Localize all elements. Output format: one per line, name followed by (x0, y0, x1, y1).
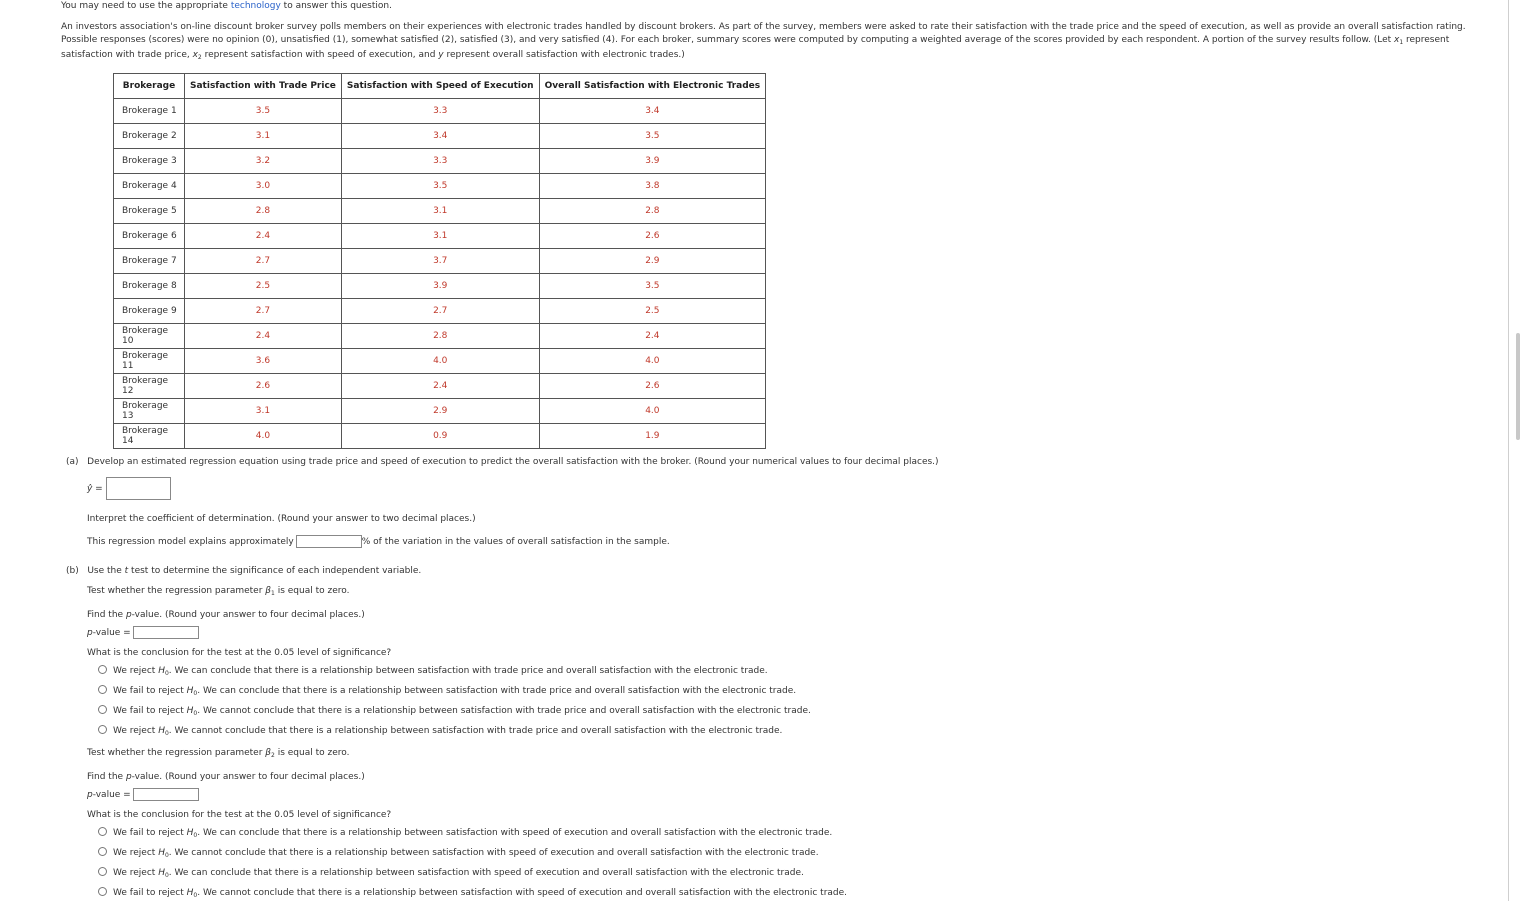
brokerage-cell: Brokerage 3 (114, 149, 185, 174)
brokerage-cell: Brokerage 4 (114, 174, 185, 199)
radio-button[interactable] (98, 887, 107, 896)
interpret-r-squared-prompt: Interpret the coefficient of determination. (Round your answer to two decimal places.) (87, 514, 476, 524)
speed-execution-cell: 3.1 (341, 199, 539, 224)
trade-price-cell: 3.5 (185, 99, 342, 124)
speed-execution-cell: 3.5 (341, 174, 539, 199)
radio-button[interactable] (98, 827, 107, 836)
brokerage-cell: Brokerage 14 (114, 424, 185, 449)
beta2-option-4[interactable]: We fail to reject $H_0$. We cannot conclude that there is a relationship between satisfaction with speed of execution and overall satisfaction with the electronic trade. (98, 887, 847, 899)
beta2-option-3[interactable]: We reject $H_0$. We can conclude that there is a relationship between satisfaction with speed of execution and overall satisfaction with the electronic trade. (98, 867, 804, 879)
trade-price-cell: 3.6 (185, 349, 342, 374)
overall-satisfaction-cell: 3.5 (539, 274, 766, 299)
beta1-option-2[interactable]: We fail to reject $H_0$. We can conclude that there is a relationship between satisfaction with trade price and overall satisfaction with the electronic trade. (98, 685, 796, 697)
radio-button[interactable] (98, 685, 107, 694)
beta2-pvalue-row: p-value = (87, 788, 199, 801)
brokerage-cell: Brokerage 2 (114, 124, 185, 149)
trade-price-cell: 2.7 (185, 249, 342, 274)
beta1-pvalue-row: p-value = (87, 626, 199, 639)
trade-price-cell: 2.4 (185, 324, 342, 349)
table-row (114, 299, 766, 324)
survey-data-table (113, 73, 766, 449)
technology-link[interactable]: technology (230, 1, 281, 11)
variation-explained-row: This regression model explains approximately % of the variation in the values of overall satisfaction in the sample. (87, 537, 670, 547)
beta1-option-4[interactable]: We reject $H_0$. We cannot conclude that there is a relationship between satisfaction with trade price and overall satisfaction with the electronic trade. (98, 725, 782, 737)
column-header-trade-price: Satisfaction with Trade Price (185, 74, 342, 99)
beta2-conclusion-question: What is the conclusion for the test at the 0.05 level of significance? (87, 810, 392, 820)
trade-price-cell: 3.1 (185, 399, 342, 424)
radio-button[interactable] (98, 867, 107, 876)
regression-equation-input[interactable] (106, 477, 171, 500)
brokerage-cell: Brokerage 1 (114, 99, 185, 124)
table-row (114, 174, 766, 199)
trade-price-cell: 2.8 (185, 199, 342, 224)
trade-price-cell: 3.2 (185, 149, 342, 174)
brokerage-cell: Brokerage 6 (114, 224, 185, 249)
beta1-option-3[interactable]: We fail to reject $H_0$. We cannot conclude that there is a relationship between satisfaction with trade price and overall satisfaction with the electronic trade. (98, 705, 811, 717)
overall-satisfaction-cell: 3.4 (539, 99, 766, 124)
table-row (114, 274, 766, 299)
scrollbar-thumb[interactable] (1516, 333, 1520, 440)
brokerage-cell: Brokerage 11 (114, 349, 185, 374)
beta2-test-prompt: Test whether the regression parameter $\beta_2$ is equal to zero. (87, 748, 350, 759)
vertical-scrollbar[interactable] (1510, 0, 1524, 901)
radio-button[interactable] (98, 665, 107, 674)
brokerage-cell: Brokerage 8 (114, 274, 185, 299)
table-row (114, 374, 766, 399)
beta2-option-2[interactable]: We reject $H_0$. We cannot conclude that there is a relationship between satisfaction with speed of execution and overall satisfaction with the electronic trade. (98, 847, 819, 859)
beta1-pvalue-input[interactable] (133, 626, 199, 639)
overall-satisfaction-cell: 3.9 (539, 149, 766, 174)
brokerage-cell: Brokerage 5 (114, 199, 185, 224)
table-row (114, 424, 766, 449)
beta1-find-pvalue-prompt: Find the p-value. (Round your answer to four decimal places.) (87, 610, 365, 620)
radio-button[interactable] (98, 705, 107, 714)
speed-execution-cell: 2.4 (341, 374, 539, 399)
brokerage-cell: Brokerage 10 (114, 324, 185, 349)
speed-execution-cell: 3.1 (341, 224, 539, 249)
beta1-test-prompt: Test whether the regression parameter $\beta_1$ is equal to zero. (87, 586, 350, 597)
overall-satisfaction-cell: 2.6 (539, 374, 766, 399)
trade-price-cell: 3.1 (185, 124, 342, 149)
part-a-question: (a) Develop an estimated regression equation using trade price and speed of execution to predict the overall satisfaction with the broker. (Round your numerical values to four decimal places.) (66, 457, 939, 467)
overall-satisfaction-cell: 2.5 (539, 299, 766, 324)
table-row (114, 149, 766, 174)
brokerage-cell: Brokerage 13 (114, 399, 185, 424)
speed-execution-cell: 3.3 (341, 99, 539, 124)
overall-satisfaction-cell: 4.0 (539, 399, 766, 424)
part-b-question: (b) Use the t test to determine the significance of each independent variable. (66, 566, 422, 576)
trade-price-cell: 2.6 (185, 374, 342, 399)
column-header-speed-execution: Satisfaction with Speed of Execution (341, 74, 539, 99)
table-row (114, 249, 766, 274)
speed-execution-cell: 2.7 (341, 299, 539, 324)
table-header-row (114, 74, 766, 99)
beta2-find-pvalue-prompt: Find the p-value. (Round your answer to four decimal places.) (87, 772, 365, 782)
trade-price-cell: 3.0 (185, 174, 342, 199)
table-row (114, 324, 766, 349)
column-header-brokerage: Brokerage (114, 74, 185, 99)
brokerage-cell: Brokerage 9 (114, 299, 185, 324)
table-row (114, 199, 766, 224)
speed-execution-cell: 4.0 (341, 349, 539, 374)
overall-satisfaction-cell: 1.9 (539, 424, 766, 449)
overall-satisfaction-cell: 2.4 (539, 324, 766, 349)
trade-price-cell: 2.5 (185, 274, 342, 299)
table-row (114, 224, 766, 249)
brokerage-cell: Brokerage 7 (114, 249, 185, 274)
speed-execution-cell: 3.3 (341, 149, 539, 174)
beta1-option-1[interactable]: We reject $H_0$. We can conclude that there is a relationship between satisfaction with trade price and overall satisfaction with the electronic trade. (98, 665, 768, 677)
brokerage-cell: Brokerage 12 (114, 374, 185, 399)
radio-button[interactable] (98, 847, 107, 856)
column-header-overall-satisfaction: Overall Satisfaction with Electronic Trades (539, 74, 766, 99)
overall-satisfaction-cell: 4.0 (539, 349, 766, 374)
speed-execution-cell: 3.9 (341, 274, 539, 299)
overall-satisfaction-cell: 2.6 (539, 224, 766, 249)
table-row (114, 349, 766, 374)
beta2-pvalue-input[interactable] (133, 788, 199, 801)
radio-button[interactable] (98, 725, 107, 734)
beta1-conclusion-question: What is the conclusion for the test at the 0.05 level of significance? (87, 648, 392, 658)
beta2-option-1[interactable]: We fail to reject $H_0$. We can conclude that there is a relationship between satisfaction with speed of execution and overall satisfaction with the electronic trade. (98, 827, 832, 839)
overall-satisfaction-cell: 2.9 (539, 249, 766, 274)
problem-statement: An investors association's on-line discount broker survey polls members on their experiences with electronic trades handled by discount brokers. As part of the survey, members were asked to rate their satisfaction with the trade price and the speed of execution, as well as provide an overall satisfaction rating. Possible responses (scores) were no opinion (0), unsatisfied (1), somewhat satisfied (2), satisfied (3), and very satisfied (4). For each broker, summary scores were computed by computing a weighted average of the scores provided by each respondent. A portion of the survey results follow. (Let $x_1$ represent satisfaction with trade price, $x_2$ represent satisfaction with speed of execution, and y represent overall satisfaction with electronic trades.) (61, 22, 1466, 61)
trade-price-cell: 4.0 (185, 424, 342, 449)
r-squared-percent-input[interactable] (296, 535, 362, 548)
speed-execution-cell: 0.9 (341, 424, 539, 449)
speed-execution-cell: 2.9 (341, 399, 539, 424)
technology-note: You may need to use the appropriate technology to answer this question. (61, 1, 392, 11)
speed-execution-cell: 3.4 (341, 124, 539, 149)
overall-satisfaction-cell: 3.8 (539, 174, 766, 199)
overall-satisfaction-cell: 2.8 (539, 199, 766, 224)
trade-price-cell: 2.4 (185, 224, 342, 249)
table-row (114, 399, 766, 424)
trade-price-cell: 2.7 (185, 299, 342, 324)
table-row (114, 124, 766, 149)
speed-execution-cell: 2.8 (341, 324, 539, 349)
overall-satisfaction-cell: 3.5 (539, 124, 766, 149)
table-row (114, 99, 766, 124)
speed-execution-cell: 3.7 (341, 249, 539, 274)
regression-equation-row: ŷ = (87, 477, 171, 500)
